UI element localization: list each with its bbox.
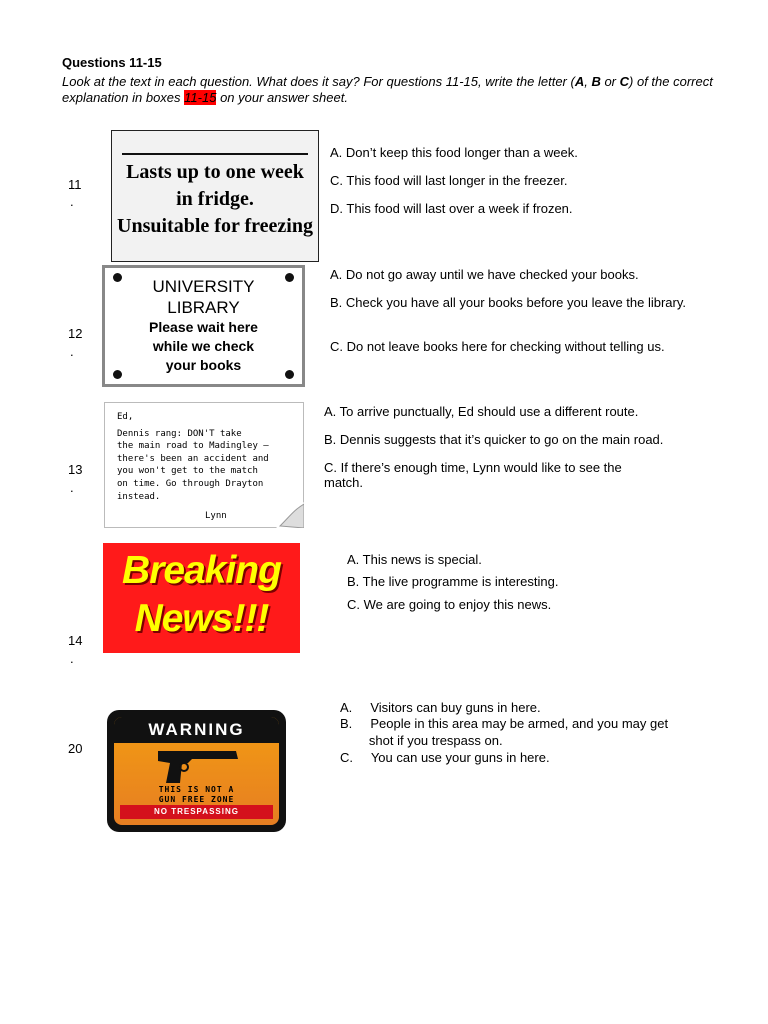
sign-library: UNIVERSITY LIBRARY Please wait here while we check your books [102,265,305,387]
option-11-a: A. Don’t keep this food longer than a week. [330,145,578,160]
page-curl-icon [276,502,304,528]
option-20-c: C. You can use your guns in here. [340,750,550,765]
question-dot: . [70,344,74,359]
question-number-12: 12 [68,326,83,341]
option-11-c: C. This food will last longer in the freezer. [330,173,568,188]
gun-icon [152,745,242,785]
option-13-b: B. Dennis suggests that it’s quicker to go on the main road. [324,432,664,447]
option-12-b: B. Check you have all your books before you leave the library. [330,295,687,310]
question-dot: . [70,480,74,495]
question-dot: . [70,194,74,209]
option-13-c: C. If there’s enough time, Lynn would like to see the match. [324,460,622,490]
question-number-14: 14 [68,633,83,648]
option-13-a: A. To arrive punctually, Ed should use a different route. [324,404,639,419]
page-title: Questions 11-15 [62,55,162,70]
instructions: Look at the text in each question. What does it say? For questions 11-15, write the letter (A, B or C) of the correct explanation in boxes 11-15 on your answer sheet. [62,74,713,105]
option-14-c: C. We are going to enjoy this news. [347,597,552,612]
option-20-a: A. Visitors can buy guns in here. [340,700,541,715]
option-20-b: B. People in this area may be armed, and you may get [340,716,669,731]
highlight-range: 11-15 [184,90,217,105]
question-number-11: 11 [68,177,82,192]
question-number-13: 13 [68,462,83,477]
question-dot: . [70,651,74,666]
sign-note: Ed, Dennis rang: DON'T take the main road to Madingley – there's been an accident and you won't get to the match on time. Go through Drayton instead. Lynn [104,402,304,528]
option-20-b-cont: shot if you trespass on. [340,733,503,748]
option-12-c: C. Do not leave books here for checking without telling us. [330,339,665,354]
sign-breaking-news: Breaking News!!! [103,543,300,653]
question-number-20: 20 [68,741,83,756]
sign-fridge: Lasts up to one week in fridge. Unsuitable for freezing [111,130,319,262]
option-14-b: B. The live programme is interesting. [347,574,559,589]
option-14-a: A. This news is special. [347,552,482,567]
option-12-a: A. Do not go away until we have checked your books. [330,267,639,282]
option-11-d: D. This food will last over a week if frozen. [330,201,573,216]
sign-warning: WARNING THIS IS NOT A GUN FREE ZONE NO TRESPASSING [107,710,286,832]
